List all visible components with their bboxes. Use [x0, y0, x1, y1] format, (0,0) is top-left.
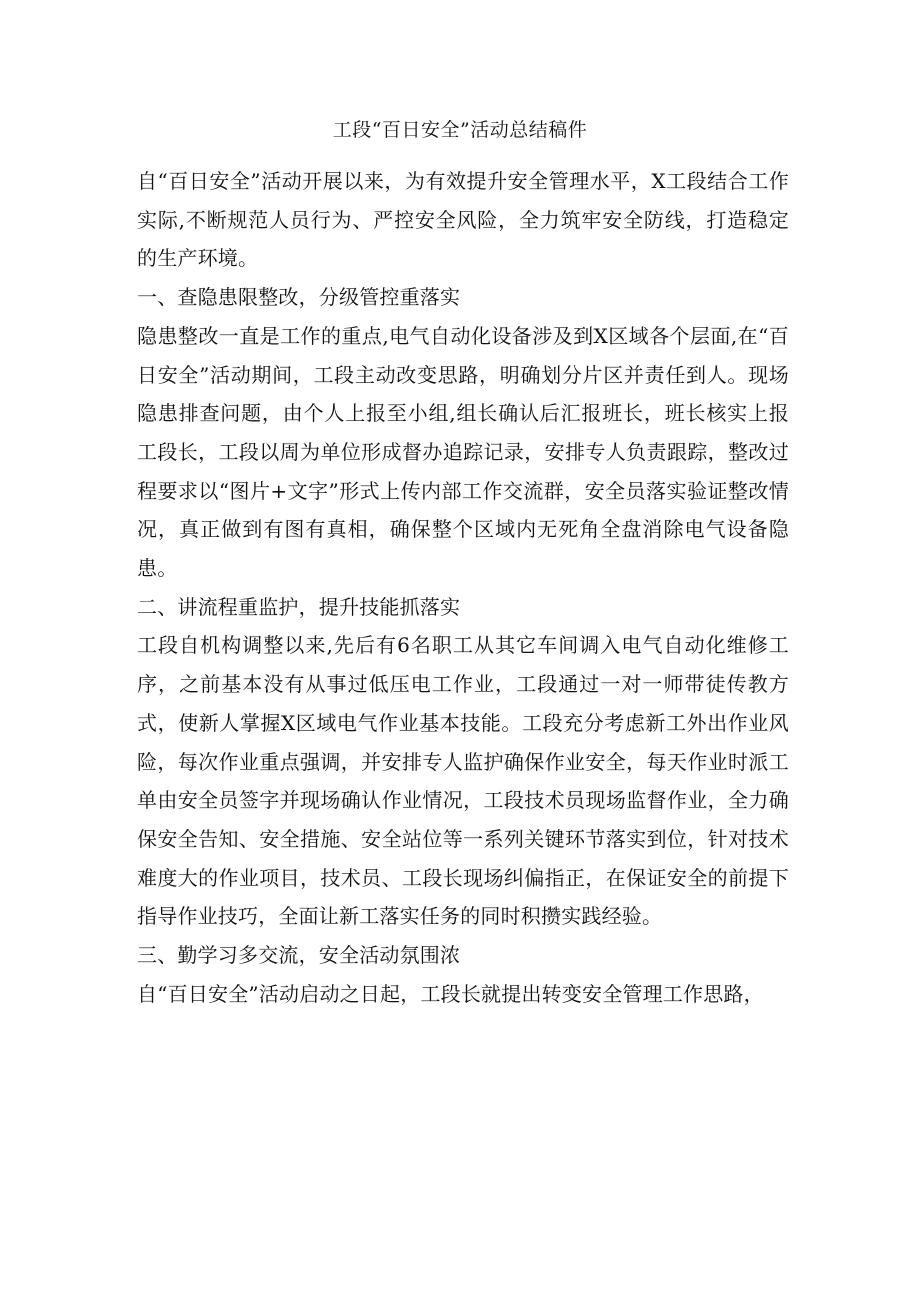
section-2-paragraph: 工段自机构调整以来,先后有6名职工从其它车间调入电气自动化维修工序，之前基本没有从事过低压电工作业，工段通过一对一师带徒传教方式，使新人掌握X区域电气作业基本技能。工段充分考虑新工外出作业风险，每次作业重点强调，并安排专人监护确保作业安全，每天作业时派工单由安全员签字并现场确认作业情况，工段技术员现场监督作业，全力确保安全告知、安全措施、安全站位等一系列关键环节落实到位，针对技术难度大的作业项目，技术员、工段长现场纠偏指正，在保证安全的前提下指导作业技巧，全面让新工落实任务的同时积攒实践经验。 [137, 633, 789, 929]
section-heading-2: 二、讲流程重监护，提升技能抓落实 [137, 594, 461, 619]
section-3-paragraph: 自“百日安全”活动启动之日起，工段长就提出转变安全管理工作思路， [137, 981, 764, 1006]
section-heading-3: 三、勤学习多交流，安全活动氛围浓 [137, 943, 461, 968]
section-heading-1: 一、查隐患限整改，分级管控重落实 [137, 285, 461, 310]
document-body [137, 162, 789, 1013]
intro-paragraph: 自“百日安全”活动开展以来，为有效提升安全管理水平，X工段结合工作实际,不断规范人员行为、严控安全风险，全力筑牢安全防线，打造稳定的生产环境。 [137, 169, 789, 271]
document-title: 工段“百日安全”活动总结稿件 [332, 119, 588, 141]
section-1-paragraph: 隐患整改一直是工作的重点,电气自动化设备涉及到X区域各个层面,在“百日安全”活动期间，工段主动改变思路，明确划分片区并责任到人。现场隐患排查问题，由个人上报至小组,组长确认后汇报班长，班长核实上报工段长，工段以周为单位形成督办追踪记录，安排专人负责跟踪，整改过程要求以“图片+文字”形式上传内部工作交流群，安全员落实验证整改情况，真正做到有图有真相，确保整个区域内无死角全盘消除电气设备隐患。 [137, 323, 789, 581]
